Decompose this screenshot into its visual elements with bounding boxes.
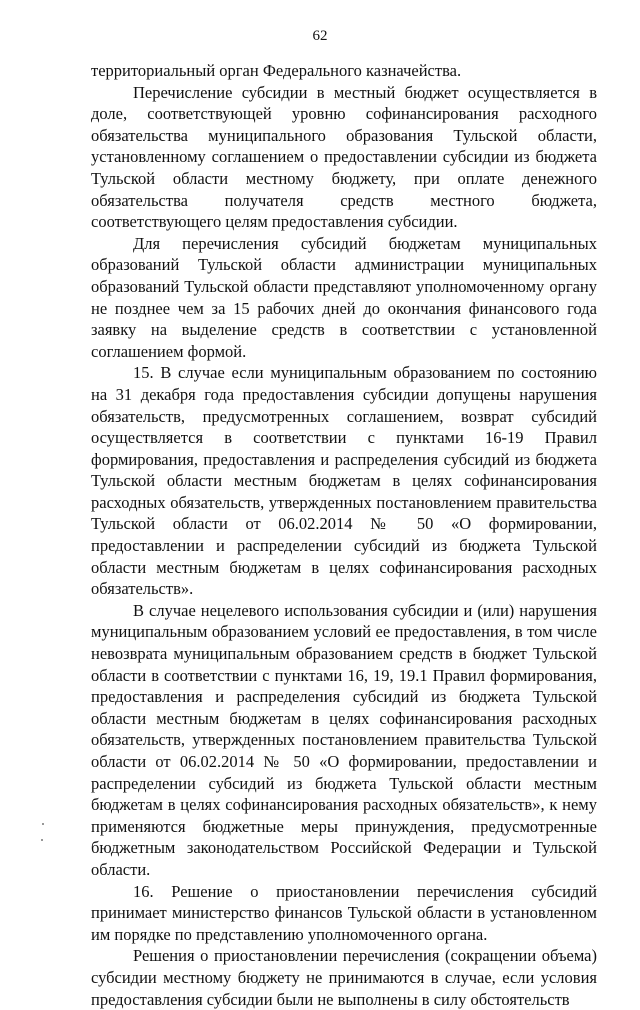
- paragraph-item-15: 15. В случае если муниципальным образованием по состоянию на 31 декабря года предоставления субсидии допущены нарушения обязательств, предусмотренных соглашением, возврат субсидий осуществляется в соответствии с пунктами 16-19 Правил формирования, предоставления и распределения субсидий из бюджета Тульской области местным бюджетам в целях софинансирования расходных обязательств, утвержденных постановлением правительства Тульской области от 06.02.2014 № 50 «О формировании, предоставлении и распределении субсидий из бюджета Тульской области местным бюджетам в целях софинансирования расходных обязательств».: [91, 363, 597, 599]
- document-body: [91, 60, 597, 1010]
- paragraph-application: Для перечисления субсидий бюджетам муниципальных образований Тульской области администрации муниципальных образований Тульской области представляют уполномоченному органу не позднее чем за 15 рабочих дней до окончания финансового года заявку на выделение средств в соответствии с установленной соглашением формой.: [91, 233, 597, 361]
- scan-specks: [40, 818, 50, 848]
- page-number: 62: [312, 28, 328, 44]
- paragraph-item-16: 16. Решение о приостановлении перечисления субсидий принимает министерство финансов Тульской области в установленном им порядке по представлению уполномоченного органа.: [91, 881, 597, 944]
- speck: [41, 839, 43, 841]
- paragraph-misuse: В случае нецелевого использования субсидии и (или) нарушения муниципальным образованием условий ее предоставления, в том числе невозврата муниципальным образованием средств в бюджет Тульской области в соответствии с пунктами 16, 19, 19.1 Правил формирования, предоставления и распределения субсидий из бюджета Тульской области местным бюджетам в целях софинансирования расходных обязательств, утвержденных постановлением правительства Тульской области от 06.02.2014 № 50 «О формировании, предоставлении и распределении субсидий из бюджета Тульской области местным бюджетам в целях софинансирования расходных обязательств», к нему применяются бюджетные меры принуждения, предусмотренные бюджетным законодательством Российской Федерации и Тульской области.: [91, 600, 597, 879]
- paragraph-suspension: Решения о приостановлении перечисления (сокращении объема) субсидии местному бюджету не принимаются в случае, если условия предоставления субсидии были не выполнены в силу обстоятельств: [91, 946, 597, 1009]
- paragraph-subsidy-transfer: Перечисление субсидии в местный бюджет осуществляется в доле, соответствующей уровню софинансирования расходного обязательства муниципального образования Тульской области, установленному соглашением о предоставлении субсидии из бюджета Тульской области местному бюджету, при оплате денежного обязательства получателя средств местного бюджета, соответствующего целям предоставления субсидии.: [91, 82, 597, 232]
- speck: [42, 823, 44, 825]
- paragraph-continuation: территориальный орган Федерального казначейства.: [91, 61, 462, 80]
